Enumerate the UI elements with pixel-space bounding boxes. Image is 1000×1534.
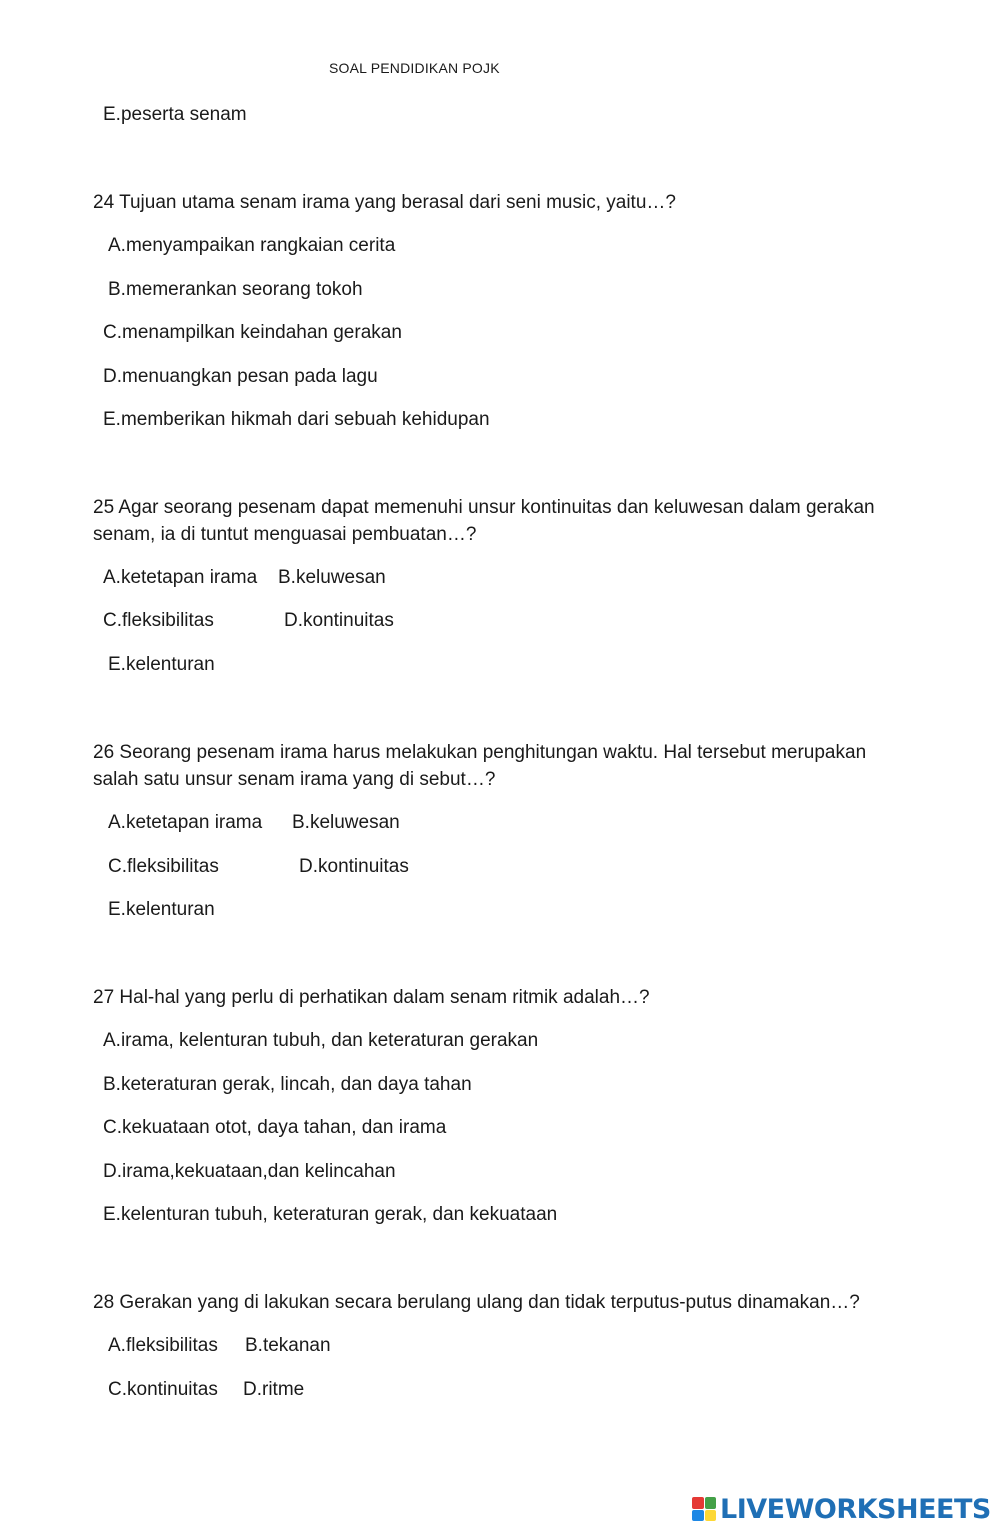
q25-option-d: D.kontinuitas xyxy=(284,610,394,631)
q27-option-d: D.irama,kekuataan,dan kelincahan xyxy=(103,1161,396,1182)
logo-text: LIVEWORKSHEETS xyxy=(720,1493,991,1525)
q25-option-a: A.ketetapan irama xyxy=(103,567,258,588)
q27-option-a: A.irama, kelenturan tubuh, dan keteraturan gerakan xyxy=(103,1030,539,1051)
q28-option-a: A.fleksibilitas xyxy=(108,1335,218,1356)
prev-option-e: E.peserta senam xyxy=(103,104,247,125)
question-25-line1: 25 Agar seorang pesenam dapat memenuhi unsur kontinuitas dan keluwesan dalam gerakan xyxy=(93,497,875,518)
q25-option-b: B.keluwesan xyxy=(278,567,386,588)
q28-option-d: D.ritme xyxy=(243,1379,305,1400)
q26-option-b: B.keluwesan xyxy=(292,812,400,833)
question-26-line1: 26 Seorang pesenam irama harus melakukan penghitungan waktu. Hal tersebut merupakan xyxy=(93,742,867,763)
q24-option-d: D.menuangkan pesan pada lagu xyxy=(103,366,378,387)
question-27: 27 Hal-hal yang perlu di perhatikan dalam senam ritmik adalah…? xyxy=(93,987,650,1008)
q28-option-b: B.tekanan xyxy=(245,1335,331,1356)
q27-option-e: E.kelenturan tubuh, keteraturan gerak, dan kekuataan xyxy=(103,1204,558,1225)
q25-option-c: C.fleksibilitas xyxy=(103,610,214,631)
q26-option-a: A.ketetapan irama xyxy=(108,812,263,833)
question-26-line2: salah satu unsur senam irama yang di sebut…? xyxy=(93,769,496,790)
liveworksheets-logo[interactable] xyxy=(692,1494,991,1524)
q27-option-b: B.keteraturan gerak, lincah, dan daya tahan xyxy=(103,1074,472,1095)
q26-option-e: E.kelenturan xyxy=(108,899,215,920)
page-header: SOAL PENDIDIKAN POJK xyxy=(329,60,500,76)
q28-option-c: C.kontinuitas xyxy=(108,1379,218,1400)
q24-option-a: A.menyampaikan rangkaian cerita xyxy=(108,235,396,256)
question-28: 28 Gerakan yang di lakukan secara berulang ulang dan tidak terputus-putus dinamakan…? xyxy=(93,1292,860,1313)
liveworksheets-logo-icon xyxy=(692,1497,716,1521)
q26-option-d: D.kontinuitas xyxy=(299,856,409,877)
q24-option-c: C.menampilkan keindahan gerakan xyxy=(103,322,402,343)
q24-option-e: E.memberikan hikmah dari sebuah kehidupan xyxy=(103,409,490,430)
q24-option-b: B.memerankan seorang tokoh xyxy=(108,279,363,300)
q27-option-c: C.kekuataan otot, daya tahan, dan irama xyxy=(103,1117,447,1138)
question-25-line2: senam, ia di tuntut menguasai pembuatan…? xyxy=(93,524,477,545)
question-24: 24 Tujuan utama senam irama yang berasal dari seni music, yaitu…? xyxy=(93,192,676,213)
q25-option-e: E.kelenturan xyxy=(108,654,215,675)
q26-option-c: C.fleksibilitas xyxy=(108,856,219,877)
